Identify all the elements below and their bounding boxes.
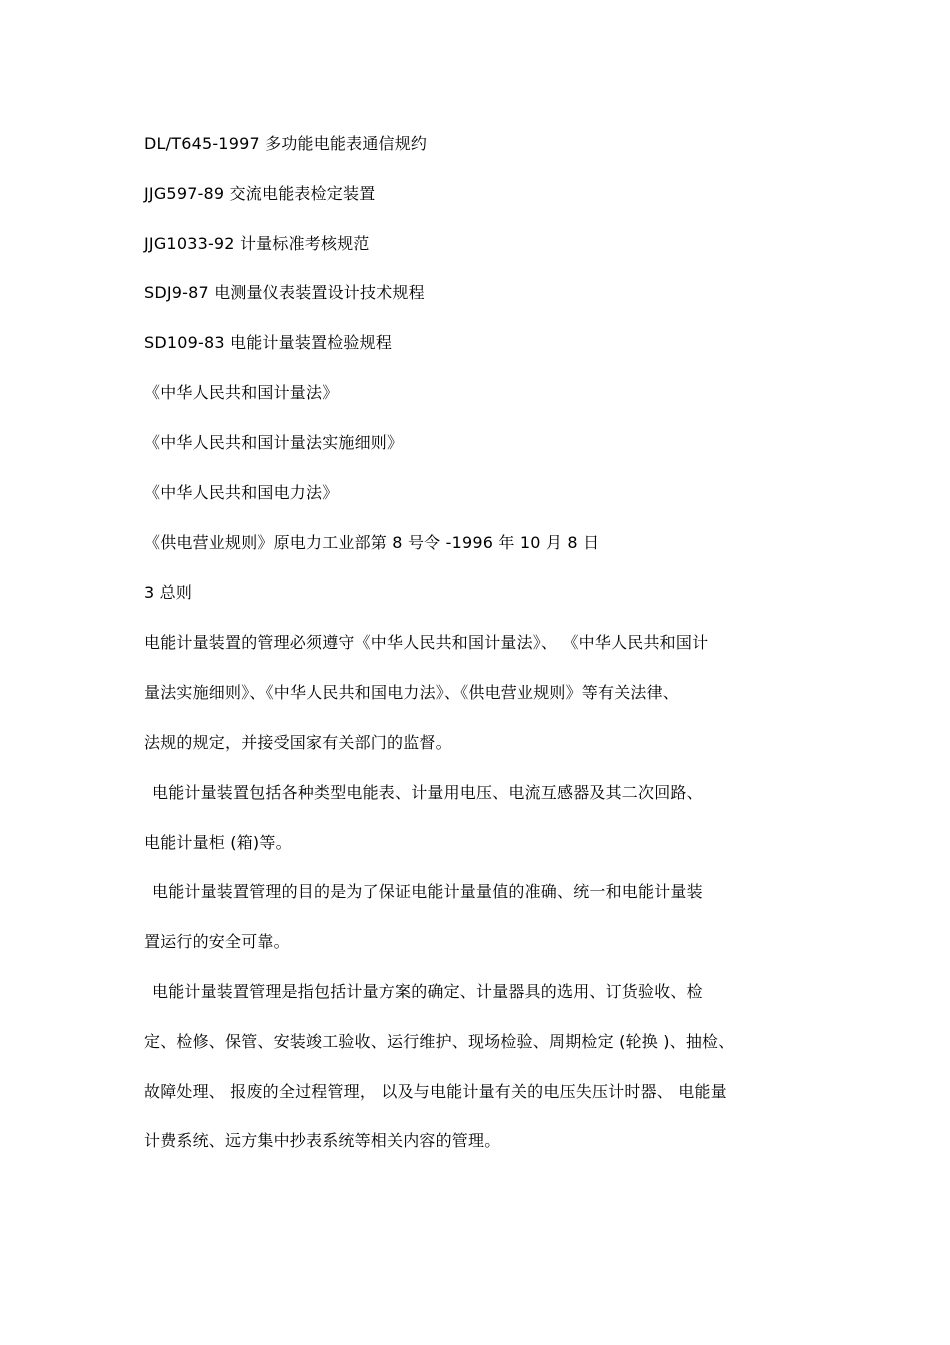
paragraph-4-line-3: 故障处理、 报废的全过程管理， 以及与电能计量有关的电压失压计时器、 电能量 — [144, 1082, 727, 1101]
paragraph-1-line-3: 法规的规定，并接受国家有关部门的监督。 — [144, 733, 452, 752]
reference-line-5: SD109-83 电能计量装置检验规程 — [144, 333, 393, 352]
paragraph-1-line-1: 电能计量装置的管理必须遵守《中华人民共和国计量法》、 《中华人民共和国计 — [144, 633, 709, 652]
reference-line-3: JJG1033-92 计量标准考核规范 — [144, 234, 370, 253]
paragraph-4-line-4: 计费系统、远方集中抄表系统等相关内容的管理。 — [144, 1131, 501, 1150]
paragraph-1-line-2: 量法实施细则》、《中华人民共和国电力法》、《供电营业规则》等有关法律、 — [144, 683, 680, 702]
paragraph-3-line-1: 电能计量装置管理的目的是为了保证电能计量量值的准确、统一和电能计量装 — [152, 882, 703, 901]
paragraph-4-line-2: 定、检修、保管、安装竣工验收、运行维护、现场检验、周期检定 (轮换 )、抽检、 — [144, 1032, 735, 1051]
reference-line-7: 《中华人民共和国计量法实施细则》 — [144, 433, 404, 452]
reference-line-1: DL/T645-1997 多功能电能表通信规约 — [144, 134, 428, 153]
paragraph-4-line-1: 电能计量装置管理是指包括计量方案的确定、计量器具的选用、订货验收、检 — [152, 982, 703, 1001]
paragraph-2-line-1: 电能计量装置包括各种类型电能表、计量用电压、电流互感器及其二次回路、 — [152, 783, 703, 802]
reference-line-9: 《供电营业规则》原电力工业部第 8 号令 -1996 年 10 月 8 日 — [144, 533, 600, 552]
reference-line-2: JJG597-89 交流电能表检定装置 — [144, 184, 376, 203]
paragraph-2-line-2: 电能计量柜 (箱)等。 — [144, 833, 292, 852]
section-heading: 3 总则 — [144, 583, 193, 602]
reference-line-6: 《中华人民共和国计量法》 — [144, 383, 339, 402]
reference-line-4: SDJ9-87 电测量仪表装置设计技术规程 — [144, 283, 425, 302]
reference-line-8: 《中华人民共和国电力法》 — [144, 483, 339, 502]
paragraph-3-line-2: 置运行的安全可靠。 — [144, 932, 290, 951]
